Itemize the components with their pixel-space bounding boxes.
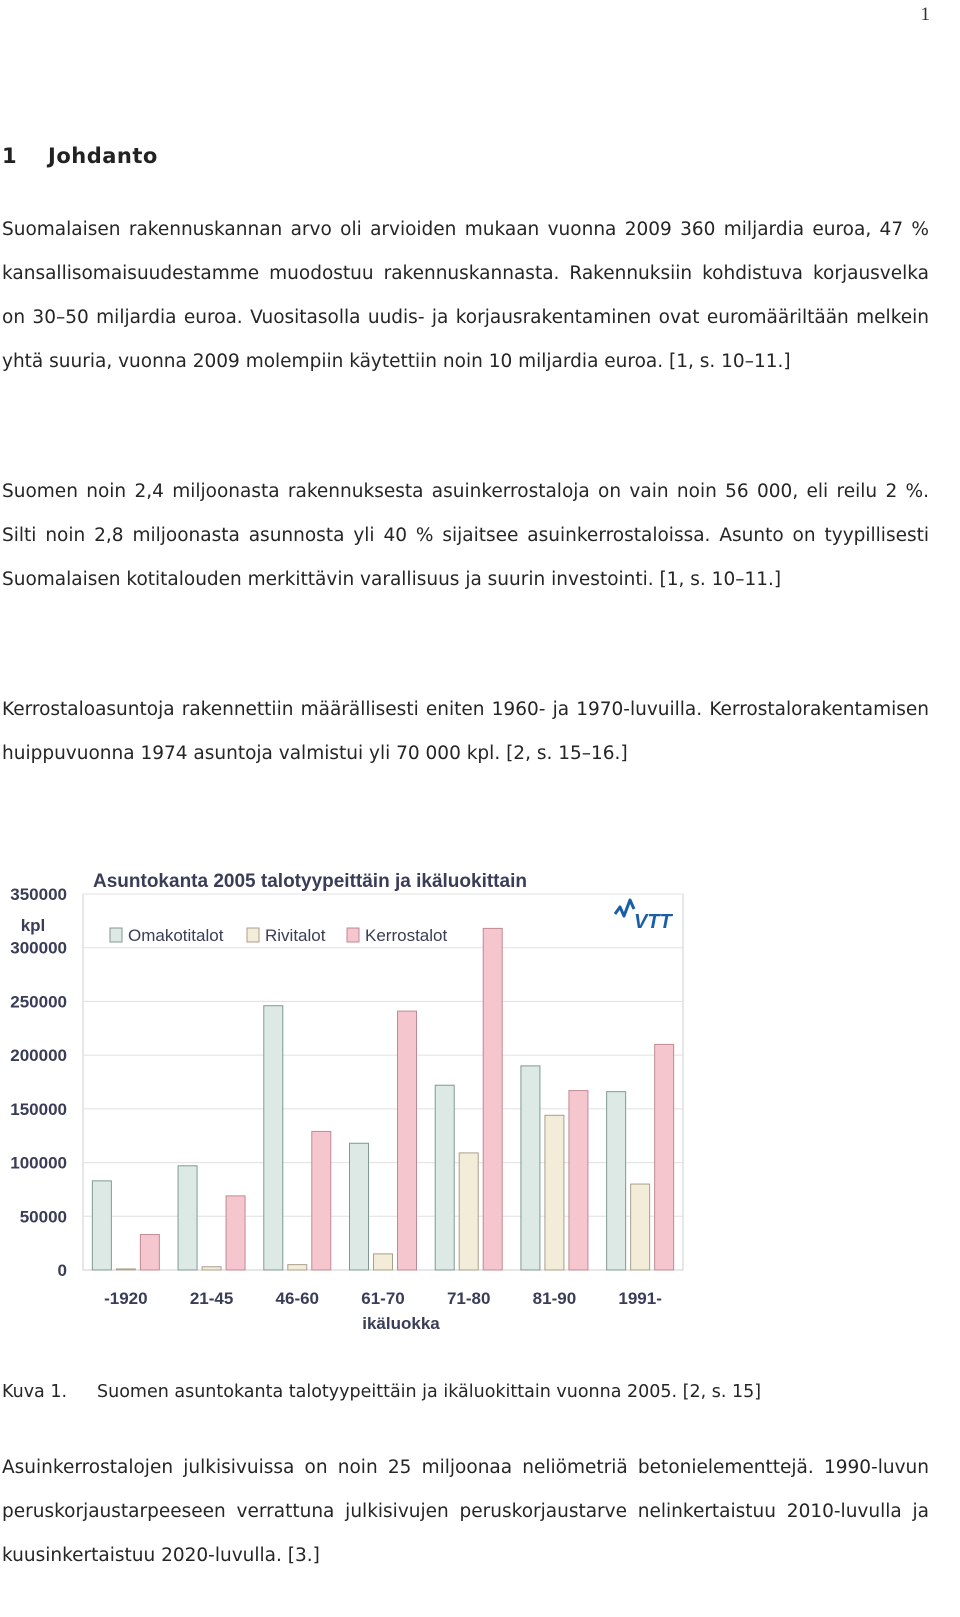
chart-bar [398,1011,417,1270]
chart-title: Asuntokanta 2005 talotyypeittäin ja ikäluokittain [93,871,527,892]
chart-bar [607,1092,626,1270]
chart-bar [226,1196,245,1270]
section-number: 1 [2,144,18,168]
paragraph-construction-history: Kerrostaloasuntoja rakennettiin määrällisesti eniten 1960- ja 1970-luvuilla. Kerrostalorakentamisen huippuvuonna 1974 asuntoja valmistui yli 70 000 kpl. [2, s. 15–16.] [2,699,929,764]
chart-x-axis-label: ikäluokka [362,1314,440,1333]
chart-bar [521,1066,540,1270]
page-number: 1 [920,4,930,25]
chart-x-tick-label: 71-80 [446,1289,491,1308]
chart-legend-label: Rivitalot [265,926,326,945]
chart-legend-swatch [110,928,122,942]
chart-bar [655,1044,674,1270]
vtt-logo-mark [615,900,634,916]
chart-bar [350,1143,369,1270]
chart-bar [483,928,502,1270]
section-title: Johdanto [48,144,158,168]
section-heading [2,144,158,168]
paragraph-building-stock-value: Suomalaisen rakennuskannan arvo oli arvioiden mukaan vuonna 2009 360 miljardia euroa, 47 % kansallisomaisuudestamme muodostuu rakennuskannasta. Rakennuksiin kohdistuva korjausvelka on 30–50 miljardia euroa. Vuositasolla uudis- ja korjausrakentaminen ovat euromääriltään melkein yhtä suuria, vuonna 2009 molempiin käytettiin noin 10 miljardia euroa. [1, s. 10–11.] [2,219,929,372]
chart-x-tick-label: 1991- [618,1289,662,1308]
paragraph-apartment-buildings: Suomen noin 2,4 miljoonasta rakennuksesta asuinkerrostaloja on vain noin 56 000, eli reilu 2 %. Silti noin 2,8 miljoonasta asunnosta yli 40 % sijaitsee asuinkerrostaloissa. Asunto on tyypillisesti Suomalaisen kotitalouden merkittävin varallisuus ja suurin investointi. [1, s. 10–11.] [2,481,929,590]
chart-y-tick-labels [10,885,67,1280]
figure-caption-text: Suomen asuntokanta talotyypeittäin ja ikäluokittain vuonna 2005. [2, s. 15] [97,1382,762,1402]
chart-y-tick-label: 100000 [10,1153,67,1173]
chart-bar [116,1269,135,1270]
chart-y-tick-label: 150000 [10,1099,67,1119]
chart-x-tick-label: 21-45 [189,1289,234,1308]
chart-bars [92,928,673,1270]
chart-bar [374,1254,393,1270]
chart-bar [202,1267,221,1270]
chart-y-tick-label: 0 [57,1261,67,1280]
housing-stock-chart [0,852,700,1347]
chart-bar [140,1235,159,1270]
chart-bar [178,1166,197,1270]
chart-y-tick-label: 200000 [10,1046,67,1066]
paragraph-facade-elements: Asuinkerrostalojen julkisivuissa on noin 25 miljoonaa neliömetriä betonielementtejä. 1990-luvun peruskorjaustarpeeseen verrattuna julkisivujen peruskorjaustarve nelinkertaistuu 2010-luvulla ja kuusinkertaistuu 2020-luvulla. [3.] [2,1457,929,1566]
chart-legend-swatch [247,928,259,942]
chart-gridlines [83,894,683,1270]
chart-x-tick-label: 46-60 [275,1289,320,1308]
chart-y-axis-label: kpl [20,916,46,935]
chart-bar [631,1184,650,1270]
chart-legend [110,926,447,945]
chart-x-tick-label: -1920 [104,1289,148,1308]
chart-legend-label: Omakotitalot [128,926,224,945]
chart-legend-swatch [347,928,359,942]
chart-x-tick-label: 81-90 [532,1289,577,1308]
chart-x-tick-labels [104,1289,662,1308]
chart-svg [0,852,700,1347]
chart-bar [569,1091,588,1270]
chart-bar [92,1181,111,1270]
chart-x-tick-label: 61-70 [361,1289,405,1308]
chart-y-tick-label: 350000 [10,885,67,904]
chart-bar [312,1131,331,1270]
chart-y-tick-label: 50000 [19,1207,67,1227]
figure-caption-label: Kuva 1. [2,1382,68,1402]
chart-bar [264,1006,283,1270]
chart-y-tick-label: 250000 [10,992,67,1012]
chart-legend-label: Kerrostalot [365,926,448,945]
vtt-logo [615,900,674,933]
chart-y-tick-label: 300000 [10,938,67,958]
chart-bar [459,1153,478,1270]
chart-bar [435,1085,454,1270]
chart-bar [545,1115,564,1270]
figure-caption [2,1382,761,1402]
chart-bar [288,1265,307,1270]
chart-plot-frame [83,894,683,1270]
vtt-logo-text: VTT [634,911,672,933]
